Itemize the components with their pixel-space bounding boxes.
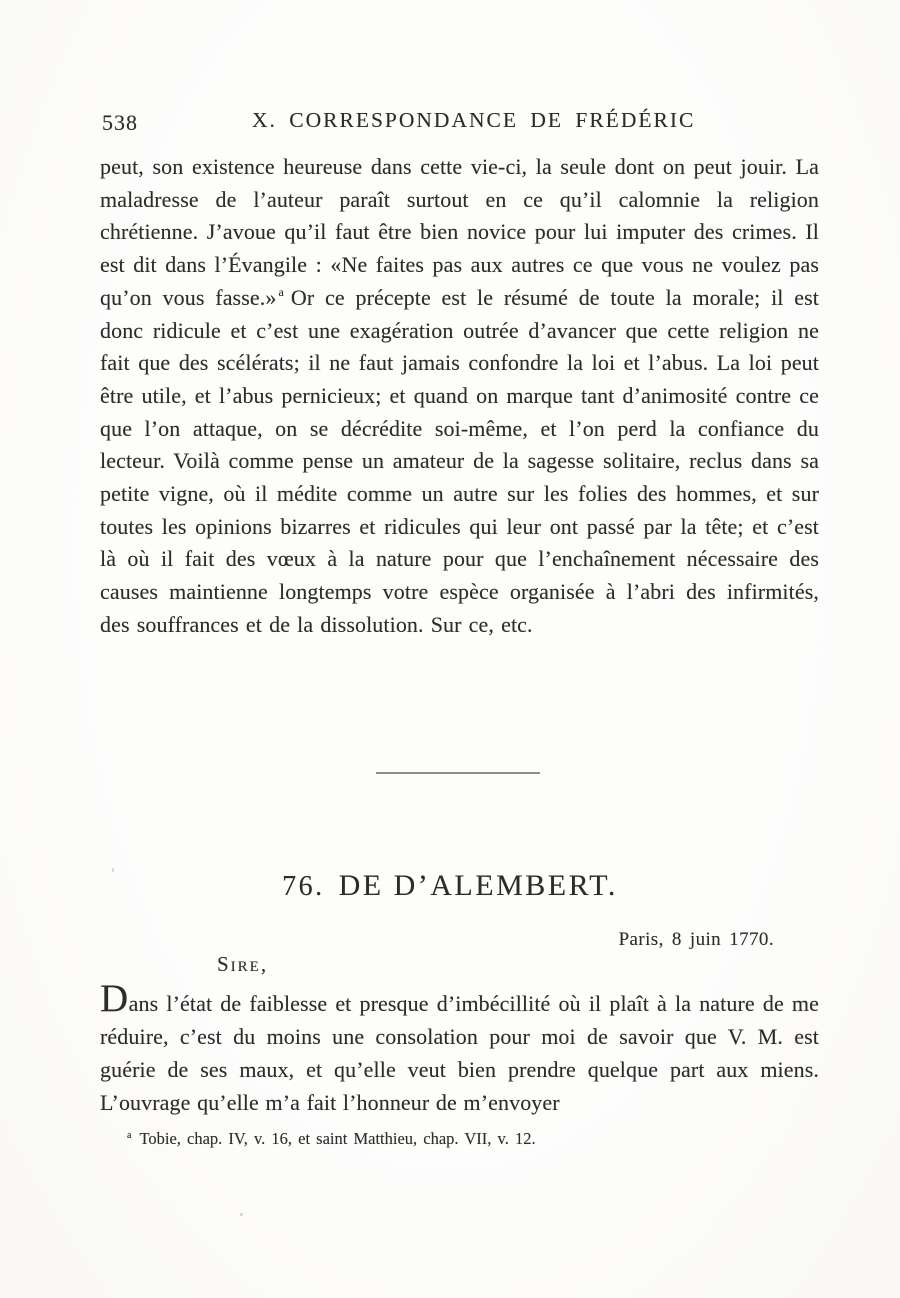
letter-salutation: Sire, — [217, 952, 269, 976]
scan-speck — [112, 868, 114, 872]
running-header-title: X. CORRESPONDANCE DE FRÉDÉRIC — [252, 108, 696, 132]
letter-initial-capital: D — [100, 977, 129, 1020]
footnote-marker: a — [127, 1129, 132, 1141]
letter-paragraph-text: ans l’état de faiblesse et presque d’imbécillité où il plaît à la nature de me réduire, c’est du moins une consolation pour moi de savoir que V. M. est guérie de ses maux, et qu’elle veut bien prendre quelque part aux miens. L’ouvrage qu’elle m’a fait l’honneur de m’envoyer — [100, 991, 819, 1115]
section-number: 76. — [282, 871, 325, 902]
letter-paragraph — [100, 977, 819, 1119]
section-heading — [0, 869, 900, 903]
page-number: 538 — [102, 110, 138, 135]
footnote-reference-marker: a — [278, 285, 284, 300]
footnote — [127, 1129, 747, 1149]
section-title: DE D’ALEMBERT. — [338, 869, 618, 902]
letter-dateline: Paris, 8 juin 1770. — [618, 929, 774, 950]
section-divider-rule — [376, 772, 540, 774]
footnote-text: Tobie, chap. IV, v. 16, et saint Matthieu, chap. VII, v. 12. — [139, 1129, 536, 1148]
body-paragraph-text-after-note: Or ce précepte est le résumé de toute la morale; il est donc ridicule et c’est une exagération outrée d’avancer que cette religion ne fait que des scélérats; il ne faut jamais confondre la loi et l’abus. La loi peut être utile, et l’abus pernicieux; et quand on marque tant d’animosité contre ce que l’on attaque, on se décrédite soi-même, et l’on perd la confiance du lecteur. Voilà comme pense un amateur de la sagesse solitaire, reclus dans sa petite vigne, où il médite comme un autre sur les folies des hommes, et sur toutes les opinions bizarres et ridicules qui leur ont passé par la tête; et c’est là où il fait des vœux à la nature pour que l’enchaînement nécessaire des causes maintienne longtemps votre espèce organisée à l’abri des infirmités, des souffrances et de la dissolution. Sur ce, etc. — [100, 284, 819, 637]
scan-speck — [240, 1213, 243, 1216]
body-paragraph-text-before-note: peut, son existence heureuse dans cette vie-ci, la seule dont on peut jouir. La maladresse de l’auteur paraît surtout en ce qu’il calomnie la religion chrétienne. J’avoue qu’il faut être bien novice pour lui imputer des crimes. Il est dit dans l’Évangile : «Ne faites pas aux autres ce que vous ne voulez pas qu’on vous fasse.» — [100, 154, 819, 310]
body-paragraph — [100, 151, 819, 642]
